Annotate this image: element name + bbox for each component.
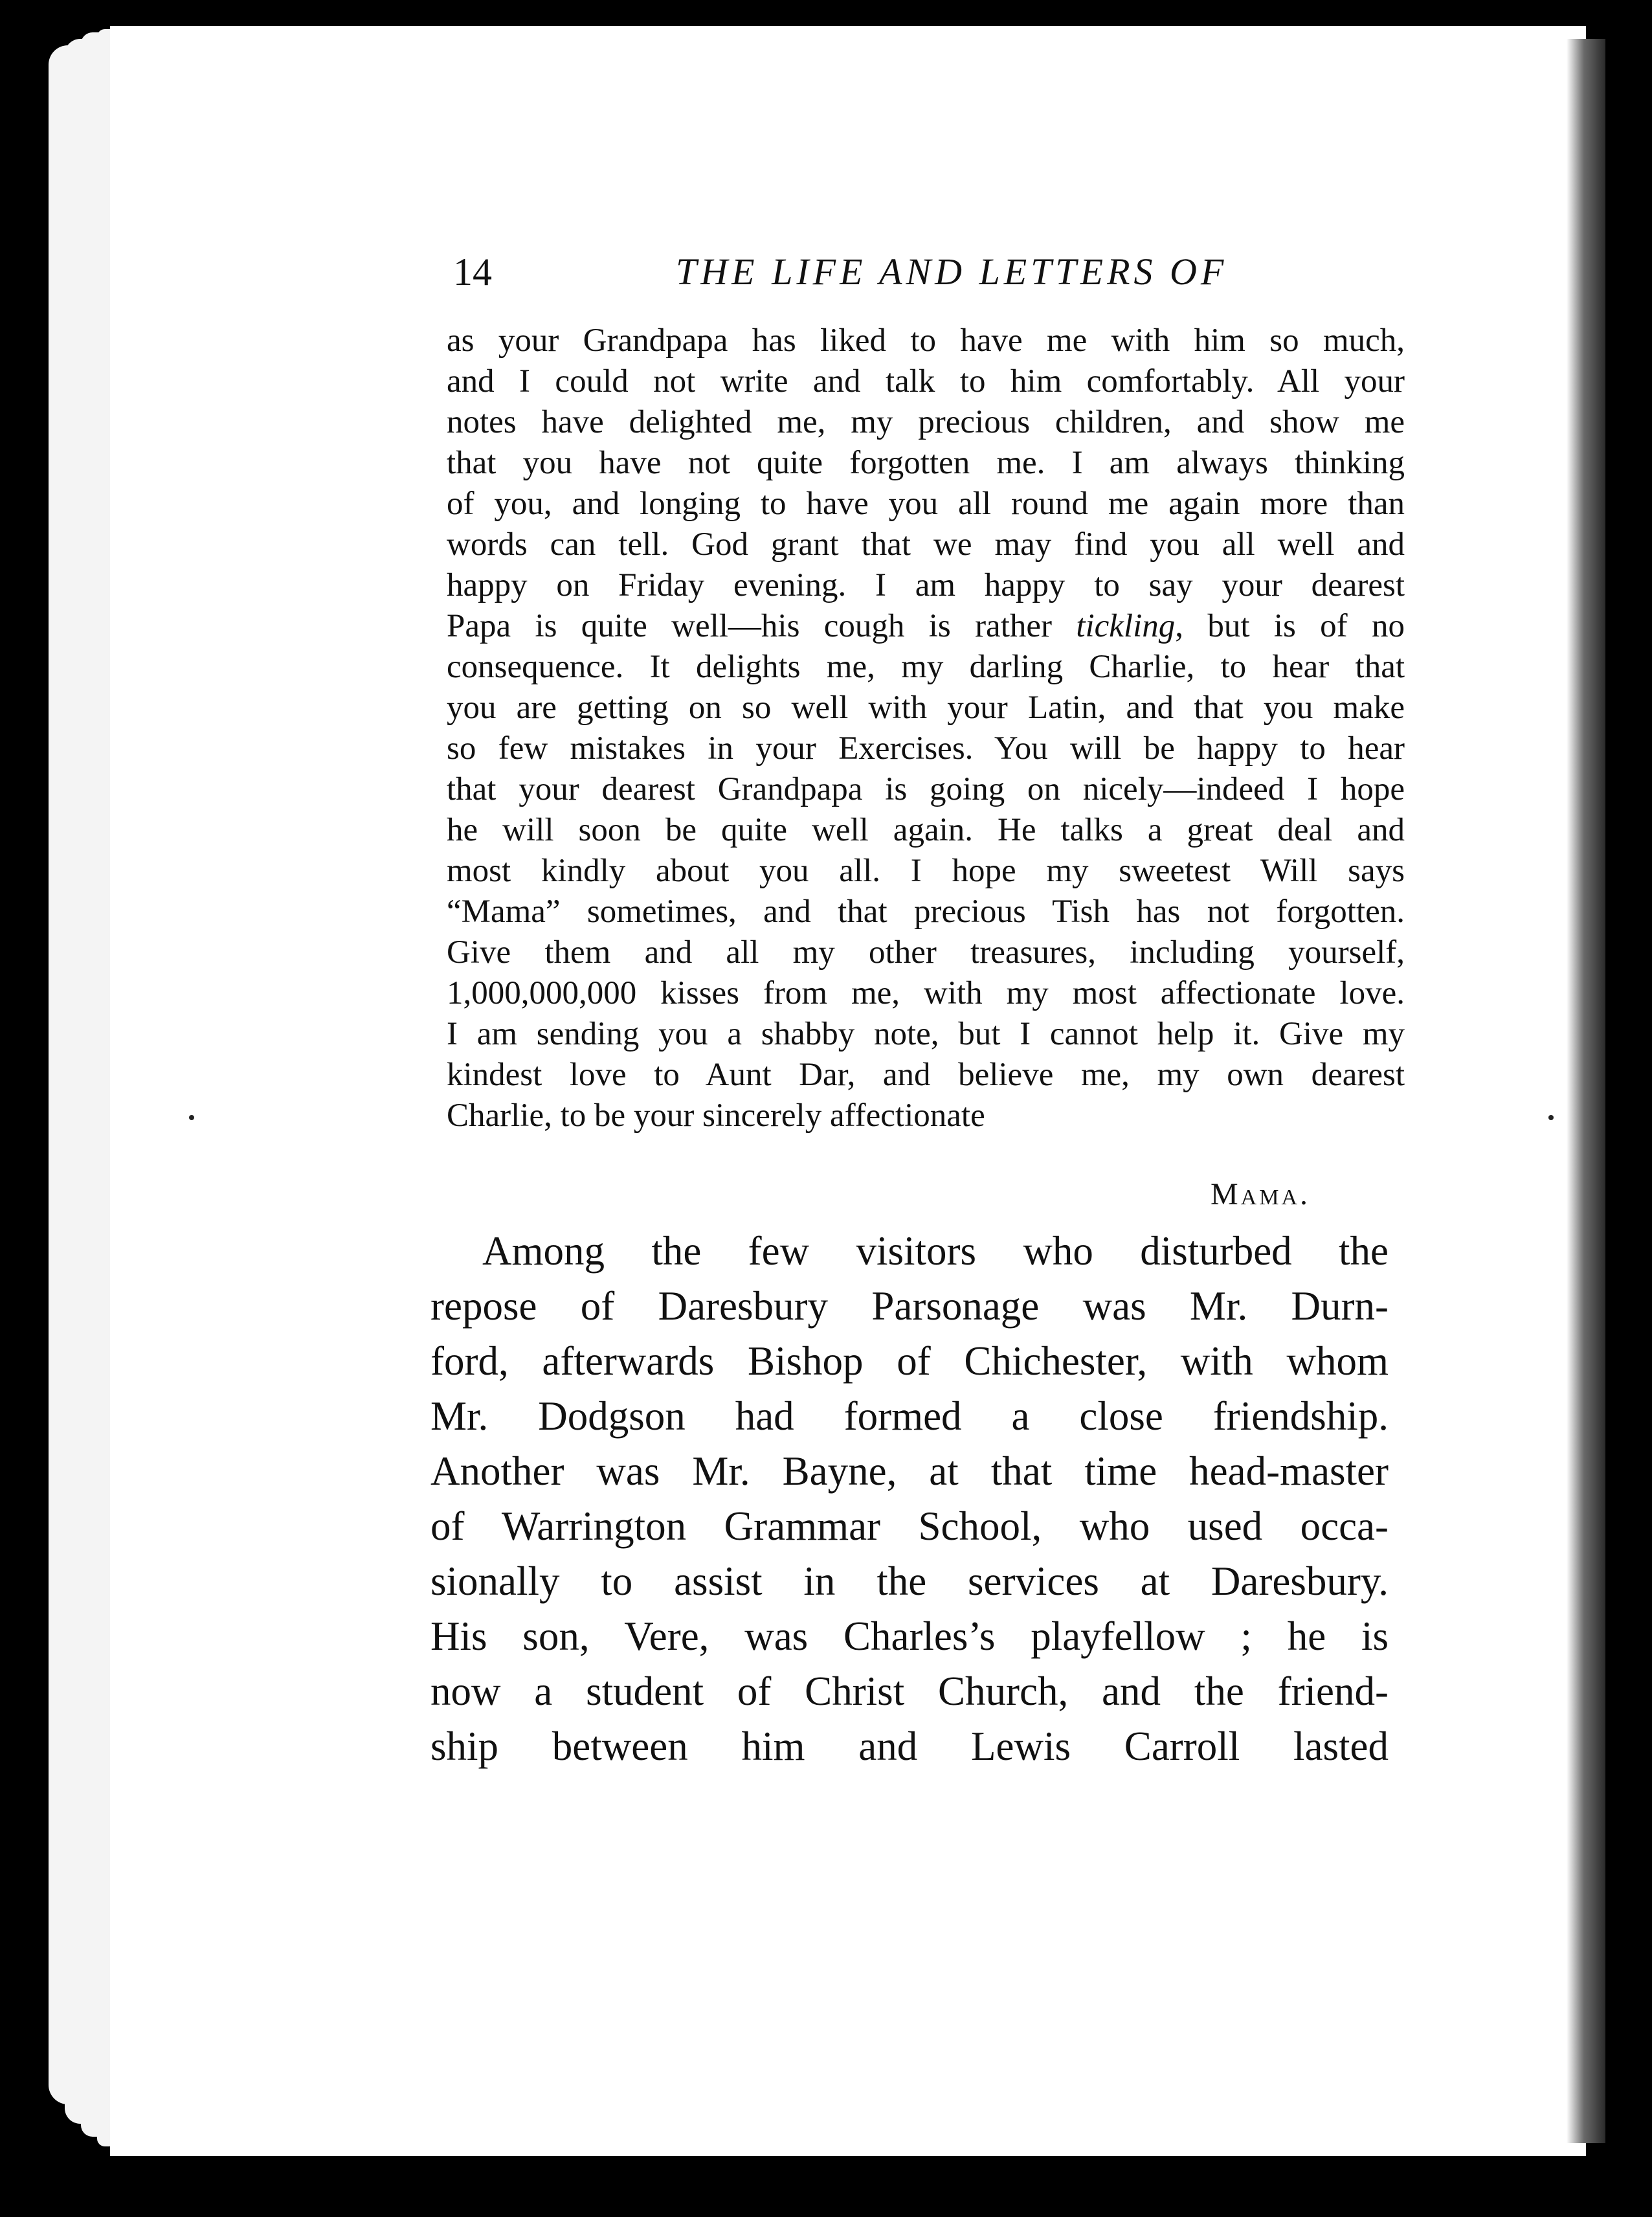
running-head	[453, 233, 1243, 311]
page-number: 14	[453, 251, 492, 293]
body-line: Another was Mr. Bayne, at that time head-master	[430, 1448, 1389, 1494]
italic-word: tickling	[1076, 608, 1176, 644]
letter-line: that your dearest Grandpapa is going on nicely—indeed I hope	[447, 771, 1405, 807]
letter-line: so few mistakes in your Exercises. You will be happy to hear	[447, 730, 1405, 767]
letter-line: happy on Friday evening. I am happy to say your dearest	[447, 567, 1405, 603]
letter-line: words can tell. God grant that we may find you all well and	[447, 526, 1405, 563]
letter-line-tail: , but is of no	[1175, 608, 1405, 644]
letter-line: notes have delighted me, my precious children, and show me	[447, 404, 1405, 440]
body-paragraph	[430, 1224, 1389, 1774]
body-line: now a student of Christ Church, and the friend-	[430, 1669, 1389, 1714]
letter-line: Give them and all my other treasures, including yourself,	[447, 934, 1405, 971]
letter-line: as your Grandpapa has liked to have me with him so much,	[447, 322, 1405, 359]
body-line: sionally to assist in the services at Daresbury.	[430, 1559, 1389, 1604]
body-line: His son, Vere, was Charles’s playfellow ; he is	[430, 1614, 1389, 1659]
letter-line: and I could not write and talk to him comfortably. All your	[447, 363, 1405, 400]
letter-line: 1,000,000,000 kisses from me, with my most affectionate love.	[447, 975, 1405, 1011]
letter-line: Charlie, to be your sincerely affectionate	[447, 1097, 985, 1134]
letter-line-with-italic	[447, 606, 1405, 647]
letter-line: consequence. It delights me, my darling Charlie, to hear that	[447, 649, 1405, 685]
letter-line: you are getting on so well with your Latin, and that you make	[447, 690, 1405, 726]
letter-line: most kindly about you all. I hope my sweetest Will says	[447, 853, 1405, 889]
body-line: of Warrington Grammar School, who used occa-	[430, 1503, 1389, 1549]
body-line: ford, afterwards Bishop of Chichester, with whom	[430, 1338, 1389, 1384]
running-title: THE LIFE AND LETTERS OF	[676, 251, 1228, 293]
letter-line: “Mama” sometimes, and that precious Tish has not forgotten.	[447, 894, 1405, 930]
body-line: Among the few visitors who disturbed the	[482, 1228, 1389, 1274]
letter-line: I am sending you a shabby note, but I cannot help it. Give my	[447, 1016, 1405, 1052]
letter-line: he will soon be quite well again. He talks a great deal and	[447, 812, 1405, 848]
scan-speck	[1548, 1115, 1554, 1120]
body-line: ship between him and Lewis Carroll lasted	[430, 1724, 1389, 1769]
letter-line: of you, and longing to have you all round me again more than	[447, 486, 1405, 522]
body-line: repose of Daresbury Parsonage was Mr. Durn-	[430, 1283, 1389, 1329]
letter-signature: Mama.	[1211, 1177, 1311, 1211]
letter-line-head: Papa is quite well—his cough is rather	[447, 608, 1077, 644]
spine-shadow	[1567, 39, 1605, 2143]
spine-edge	[1605, 26, 1652, 2217]
letter-line: kindest love to Aunt Dar, and believe me, my own dearest	[447, 1057, 1405, 1093]
scan-speck	[189, 1115, 194, 1120]
body-line: Mr. Dodgson had formed a close friendship.	[430, 1393, 1389, 1439]
letter-line: that you have not quite forgotten me. I am always thinking	[447, 445, 1405, 481]
letter-block	[447, 321, 1405, 1136]
